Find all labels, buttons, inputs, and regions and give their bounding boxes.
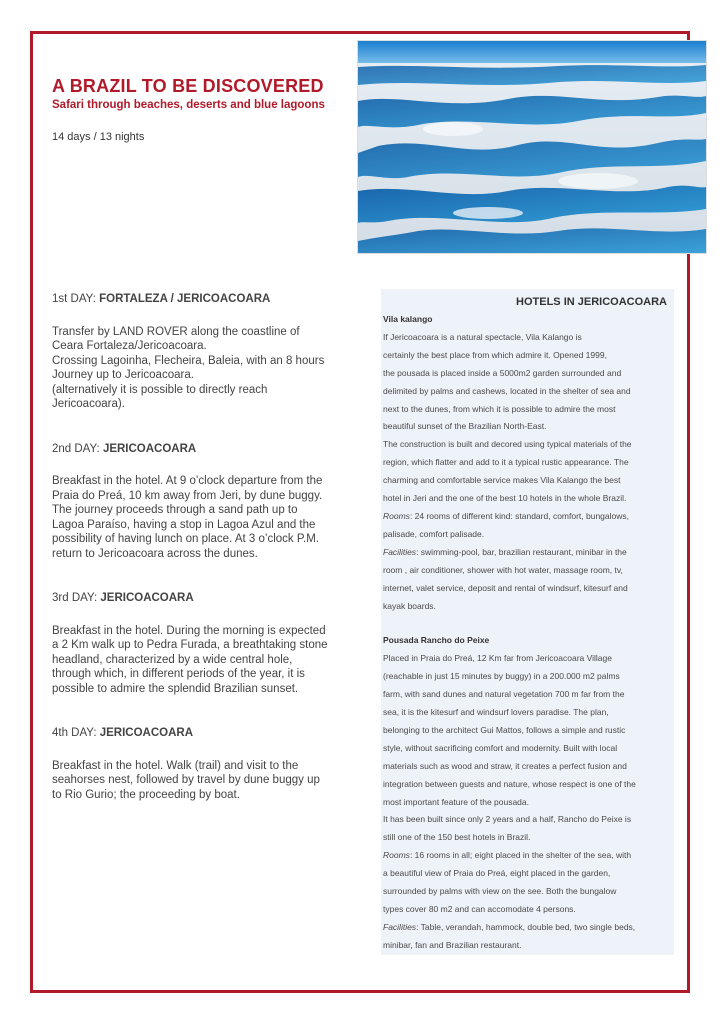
- trip-duration: 14 days / 13 nights: [52, 131, 145, 143]
- hotel-text-line: a beautiful view of Praia do Preá, eight placed in the garden,: [383, 868, 611, 879]
- day-text-line: Lagoa Paraíso, having a stop in Lagoa Azul and the: [52, 518, 316, 531]
- hotel-facilities-line: [383, 544, 669, 562]
- hotel-rooms-line: [383, 847, 669, 865]
- day-text-line: Breakfast in the hotel. At 9 o’clock departure from the: [52, 475, 323, 487]
- hotel-facilities-line: [383, 919, 669, 937]
- facilities-text: : swimming-pool, bar, brazilian restaurant, minibar in the: [416, 546, 627, 557]
- rooms-text: : 16 rooms in all; eight placed in the shelter of the sea, with: [409, 850, 632, 861]
- hotel-text-line: region, which flatter and add to it a typical rustic appearance. The: [383, 457, 629, 468]
- day-1-section: [52, 292, 352, 412]
- day-text-line: possibility of having lunch on place. At 3 o’clock P.M.: [52, 533, 319, 545]
- day-number: 3rd DAY:: [52, 592, 101, 604]
- day-place: FORTALEZA / JERICOACOARA: [99, 293, 271, 305]
- rooms-label: Rooms: [383, 510, 410, 521]
- day-place: JERICOACOARA: [102, 442, 197, 455]
- day-text-line: to Rio Gurio; the proceeding by boat.: [52, 788, 240, 801]
- day-number: 1st DAY:: [52, 293, 100, 305]
- day-text-line: Praia do Preá, 10 km away from Jeri, by dune buggy.: [52, 489, 323, 502]
- hotel-text-line: integration between guests and nature, whose respect is one of the: [383, 778, 636, 789]
- facilities-label: Facilities: [383, 546, 417, 557]
- hotel-text-line: kayak boards.: [383, 600, 436, 611]
- hotel-spacer: [383, 615, 669, 632]
- hotel-text-line: beautiful sunset of the Brazilian North-East.: [383, 421, 547, 432]
- hotel-text-line: internet, valet service, deposit and rental of windsurf, kitesurf and: [383, 582, 628, 593]
- hotel-text-line: the pousada is placed inside a 5000m2 garden surrounded and: [383, 367, 622, 378]
- hotel-text-line: sea, it is the kitesurf and windsurf lovers paradise. The plan,: [383, 707, 609, 718]
- facilities-text: : Table, verandah, hammock, double bed, two single beds,: [416, 921, 636, 932]
- hotel-text-line: palisade, comfort palisade.: [383, 528, 485, 539]
- day-text-line: a 2 Km walk up to Pedra Furada, a breathtaking stone: [52, 639, 328, 651]
- lencois-maranhenses-photo: [357, 40, 707, 254]
- hotel-text-line: certainly the best place from which admire it. Opened 1999,: [383, 349, 607, 360]
- day-place: JERICOACOARA: [99, 727, 194, 739]
- hotel-text-line: next to the dunes, from which it is possible to admire the most: [383, 403, 616, 414]
- day-number: 4th DAY:: [52, 727, 100, 739]
- hotel-text-line: The construction is built and decored using typical materials of the: [383, 439, 632, 450]
- day-text-line: through which, in different periods of the year, it is: [52, 668, 305, 680]
- hotel-text-line: room , air conditioner, shower with hot water, massage room, tv,: [383, 564, 623, 575]
- day-text-line: Journey up to Jericoacoara.: [52, 369, 194, 381]
- day-text-line: Breakfast in the hotel. Walk (trail) and visit to the: [52, 759, 299, 772]
- day-text-line: (alternatively it is possible to directly reach: [52, 383, 268, 396]
- hotel-text-line: Placed in Praia do Preá, 12 Km far from Jericoacoara Village: [383, 653, 612, 664]
- facilities-label: Facilities: [383, 921, 417, 932]
- hotel-name-rancho-do-peixe: Pousada Rancho do Peixe: [383, 635, 490, 646]
- hotel-text-line: (reachable in just 15 minutes by buggy) in a 200.000 m2 palms: [383, 671, 620, 682]
- itinerary-column: [52, 292, 352, 802]
- day-text-line: return to Jericoacoara across the dunes.: [52, 547, 258, 560]
- day-text-line: The journey proceeds through a sand path up to: [52, 504, 298, 516]
- day-text-line: Ceara Fortaleza/Jericoacoara.: [52, 340, 207, 352]
- hotel-text-line: minibar, fan and Brazilian restaurant.: [383, 939, 522, 950]
- hotel-text-line: delimited by palms and cashews, located in the shelter of sea and: [383, 385, 631, 396]
- day-text-line: possible to admire the splendid Brazilian sunset.: [52, 682, 299, 695]
- day-heading: [52, 292, 352, 307]
- day-text-line: Breakfast in the hotel. During the morning is expected: [52, 624, 326, 637]
- page-title: A BRAZIL TO BE DISCOVERED: [52, 76, 324, 96]
- hotel-text-line: materials such as wood and straw, it creates a perfect fusion and: [383, 760, 627, 771]
- hotel-text-line: It has been built since only 2 years and a half, Rancho do Peixe is: [383, 814, 632, 825]
- day-heading: [52, 591, 352, 606]
- rooms-text: : 24 rooms of different kind: standard, comfort, bungalows,: [409, 510, 630, 521]
- day-text-line: Jericoacoara).: [52, 398, 125, 410]
- day-text-line: seahorses nest, followed by travel by dune buggy up: [52, 774, 320, 786]
- day-text-line: headland, characterized by a wide central hole,: [52, 653, 293, 666]
- hotel-text-line: style, without sacrificing comfort and modernity. Built with local: [383, 742, 618, 753]
- hotels-panel: [381, 289, 674, 955]
- hotel-name-vila-kalango: Vila kalango: [383, 314, 433, 324]
- hotel-text-line: types cover 80 m2 and can accomodate 4 persons.: [383, 904, 576, 914]
- hotel-rooms-line: [383, 508, 669, 526]
- hotel-text-line: still one of the 150 best hotels in Brazil.: [383, 832, 531, 843]
- day-number: 2nd DAY:: [52, 442, 103, 455]
- hotel-text-line: If Jericoacoara is a natural spectacle, Vila Kalango is: [383, 331, 582, 342]
- page-subtitle: Safari through beaches, deserts and blue lagoons: [52, 99, 325, 111]
- day-heading: [52, 726, 352, 741]
- day-3-section: [52, 591, 352, 696]
- day-text-line: Transfer by LAND ROVER along the coastline of: [52, 325, 300, 338]
- day-heading: [52, 442, 352, 457]
- day-text-line: Crossing Lagoinha, Flecheira, Baleia, with an 8 hours: [52, 354, 325, 367]
- hotel-text-line: surrounded by palms with view on the see. Both the bungalow: [383, 886, 617, 897]
- day-4-section: [52, 726, 352, 802]
- rooms-label: Rooms: [383, 850, 410, 861]
- hotel-text-line: charming and comfortable service makes Vila Kalango the best: [383, 475, 621, 486]
- day-place: JERICOACOARA: [100, 592, 194, 604]
- hotels-heading: HOTELS IN JERICOACOARA: [516, 296, 667, 308]
- day-2-section: [52, 442, 352, 562]
- hotel-text-line: hotel in Jeri and the one of the best 10 hotels in the whole Brazil.: [383, 493, 627, 504]
- hotel-text-line: farm, with sand dunes and natural vegetation 700 m far from the: [383, 689, 625, 700]
- hotel-text-line: most important feature of the pousada.: [383, 796, 530, 807]
- hotel-text-line: belonging to the architect Gui Mattos, follows a simple and rustic: [383, 724, 626, 735]
